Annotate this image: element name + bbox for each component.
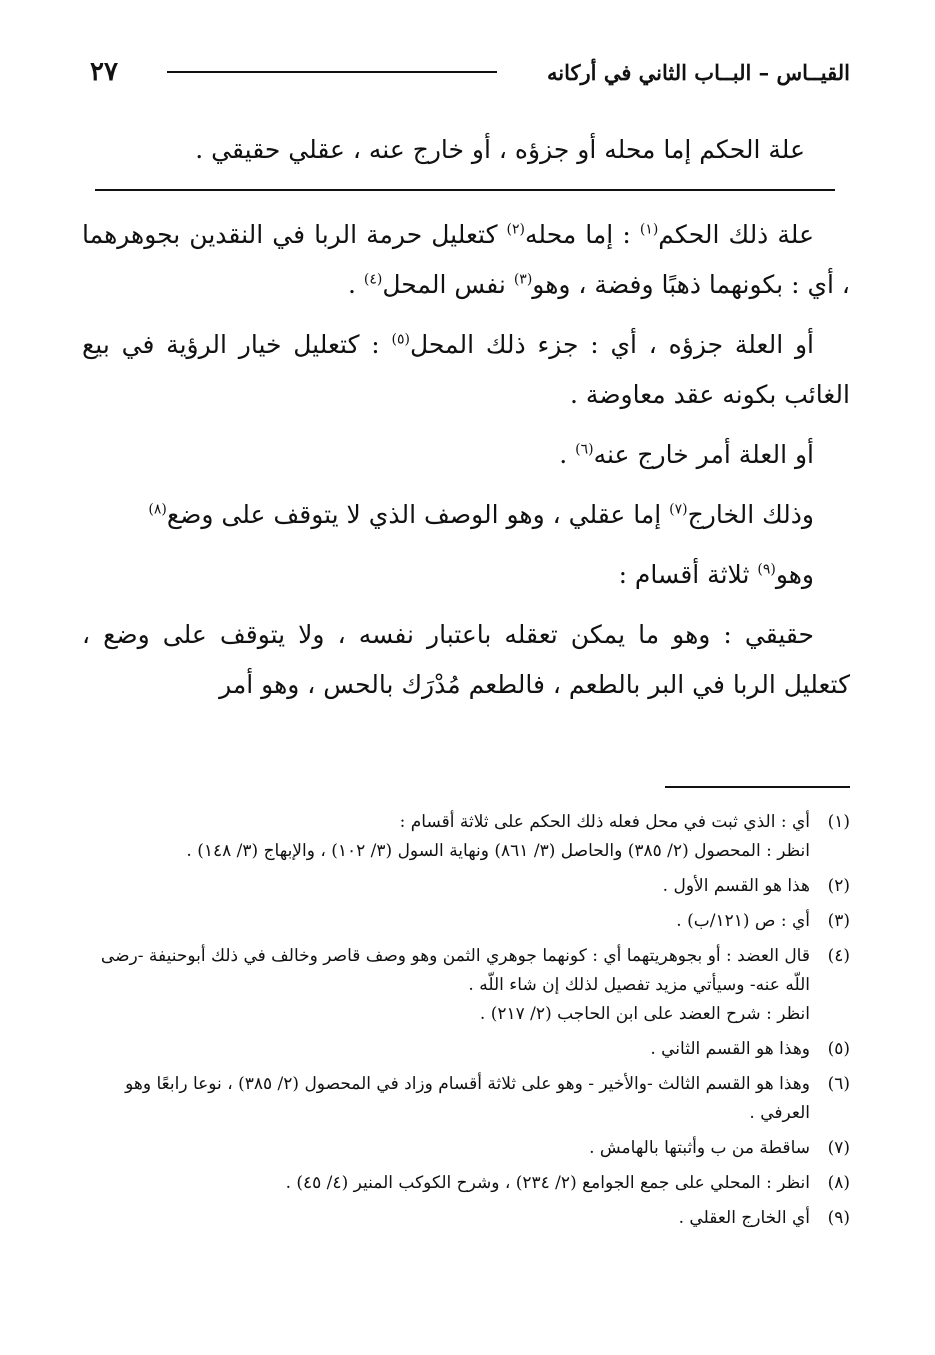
- footnote-ref-6: (٦): [575, 441, 594, 458]
- footnote-text: وهذا هو القسم الثاني .: [650, 1039, 810, 1059]
- footnote-7: [82, 1134, 850, 1163]
- paragraph-1: علة ذلك الحكم$^{(١)}$ : إما محله$^{(٢)}$ كتعليل حرمة الربا في النقدين بجوهرهما ، أي : بكونهما ذهبًا وفضة ، وهو$^{(٣)}$ نفس المحل$^{(٤)}$ .: [82, 220, 850, 299]
- main-text: [82, 210, 850, 720]
- footnote-number: (٤): [827, 946, 850, 966]
- paragraph-4: وذلك الخارج$^{(٧)}$ إما عقلي ، وهو الوصف الذي لا يتوقف على وضع$^{(٨)}$: [148, 500, 814, 529]
- footnote-text: انظر : المحصول (٢/ ٣٨٥) والحاصل (٣/ ٨٦١) ونهاية السول (٣/ ١٠٢) ، والإبهاج (٣/ ١٤٨) .: [186, 841, 810, 861]
- footnote-number: (٩): [827, 1208, 850, 1228]
- footnote-2: [82, 872, 850, 901]
- page-header: [90, 50, 850, 94]
- footnote-number: (٨): [827, 1173, 850, 1193]
- footnote-8: [82, 1169, 850, 1198]
- footnote-4: [82, 942, 850, 1029]
- paragraph-3: أو العلة أمر خارج عنه$^{(٦)}$ .: [559, 440, 814, 469]
- verse-line: علة الحكم إما محله أو جزؤه ، أو خارج عنه ، عقلي حقيقي .: [195, 135, 805, 164]
- running-title: القيــاس – البــاب الثاني في أركانه: [547, 59, 850, 85]
- verse-rule: [95, 189, 835, 191]
- footnote-text: انظر : المحلي على جمع الجوامع (٢/ ٢٣٤) ، وشرح الكوكب المنير (٤/ ٤٥) .: [285, 1173, 810, 1193]
- footnote-text: أي : الذي ثبت في محل فعله ذلك الحكم على ثلاثة أقسام :: [399, 812, 810, 832]
- footnote-text: أي الخارج العقلي .: [678, 1208, 810, 1228]
- footnote-number: (٥): [827, 1039, 850, 1059]
- footnote-number: (٧): [827, 1138, 850, 1158]
- footnote-9: [82, 1204, 850, 1233]
- footnote-number: (١): [827, 812, 850, 832]
- footnote-ref-9: (٩): [757, 561, 776, 578]
- footnote-separator: [665, 786, 850, 788]
- footnote-text: هذا هو القسم الأول .: [662, 876, 810, 896]
- footnote-6: [82, 1070, 850, 1128]
- footnote-text: ساقطة من ب وأثبتها بالهامش .: [589, 1138, 810, 1158]
- footnote-number: (٢): [827, 876, 850, 896]
- footnote-text: أي : ص (١٢١/ب) .: [676, 911, 810, 931]
- footnotes: [82, 808, 850, 1239]
- footnote-ref-3: (٣): [513, 271, 533, 288]
- header-rule: [167, 71, 497, 73]
- footnote-ref-1: (١): [639, 221, 659, 238]
- footnote-ref-5: (٥): [391, 331, 410, 348]
- footnote-5: [82, 1035, 850, 1064]
- footnote-text: قال العضد : أو بجوهريتهما أي : كونهما جوهري الثمن وهو وصف قاصر وخالف في ذلك أبوحنيفة -رضى اللّه عنه- وسيأتي مزيد تفصيل لذلك إن شاء اللّه .: [100, 946, 810, 995]
- footnote-text: وهذا هو القسم الثالث -والأخير - وهو على ثلاثة أقسام وزاد في المحصول (٢/ ٣٨٥) ، نوعا رابعًا وهو العرفي .: [125, 1074, 810, 1123]
- footnote-number: (٦): [827, 1074, 850, 1094]
- paragraph-6: حقيقي : وهو ما يمكن تعقله باعتبار نفسه ، ولا يتوقف على وضع ، كتعليل الربا في البر بالطعم ، فالطعم مُدْرَك بالحس ، وهو أمر: [82, 620, 850, 699]
- footnote-ref-2: (٢): [506, 221, 526, 238]
- footnote-3: [82, 907, 850, 936]
- footnote-1: [82, 808, 850, 866]
- page-number: ٢٧: [90, 57, 118, 87]
- footnote-text: انظر : شرح العضد على ابن الحاجب (٢/ ٢١٧) .: [479, 1004, 810, 1024]
- footnote-ref-7: (٧): [669, 501, 688, 518]
- footnote-number: (٣): [827, 911, 850, 931]
- footnote-ref-8: (٨): [148, 501, 167, 518]
- paragraph-2: أو العلة جزؤه ، أي : جزء ذلك المحل$^{(٥)}$ : كتعليل خيار الرؤية في بيع الغائب بكونه عقد معاوضة .: [82, 330, 850, 409]
- paragraph-5: وهو$^{(٩)}$ ثلاثة أقسام :: [618, 560, 814, 589]
- footnote-ref-4: (٤): [363, 271, 383, 288]
